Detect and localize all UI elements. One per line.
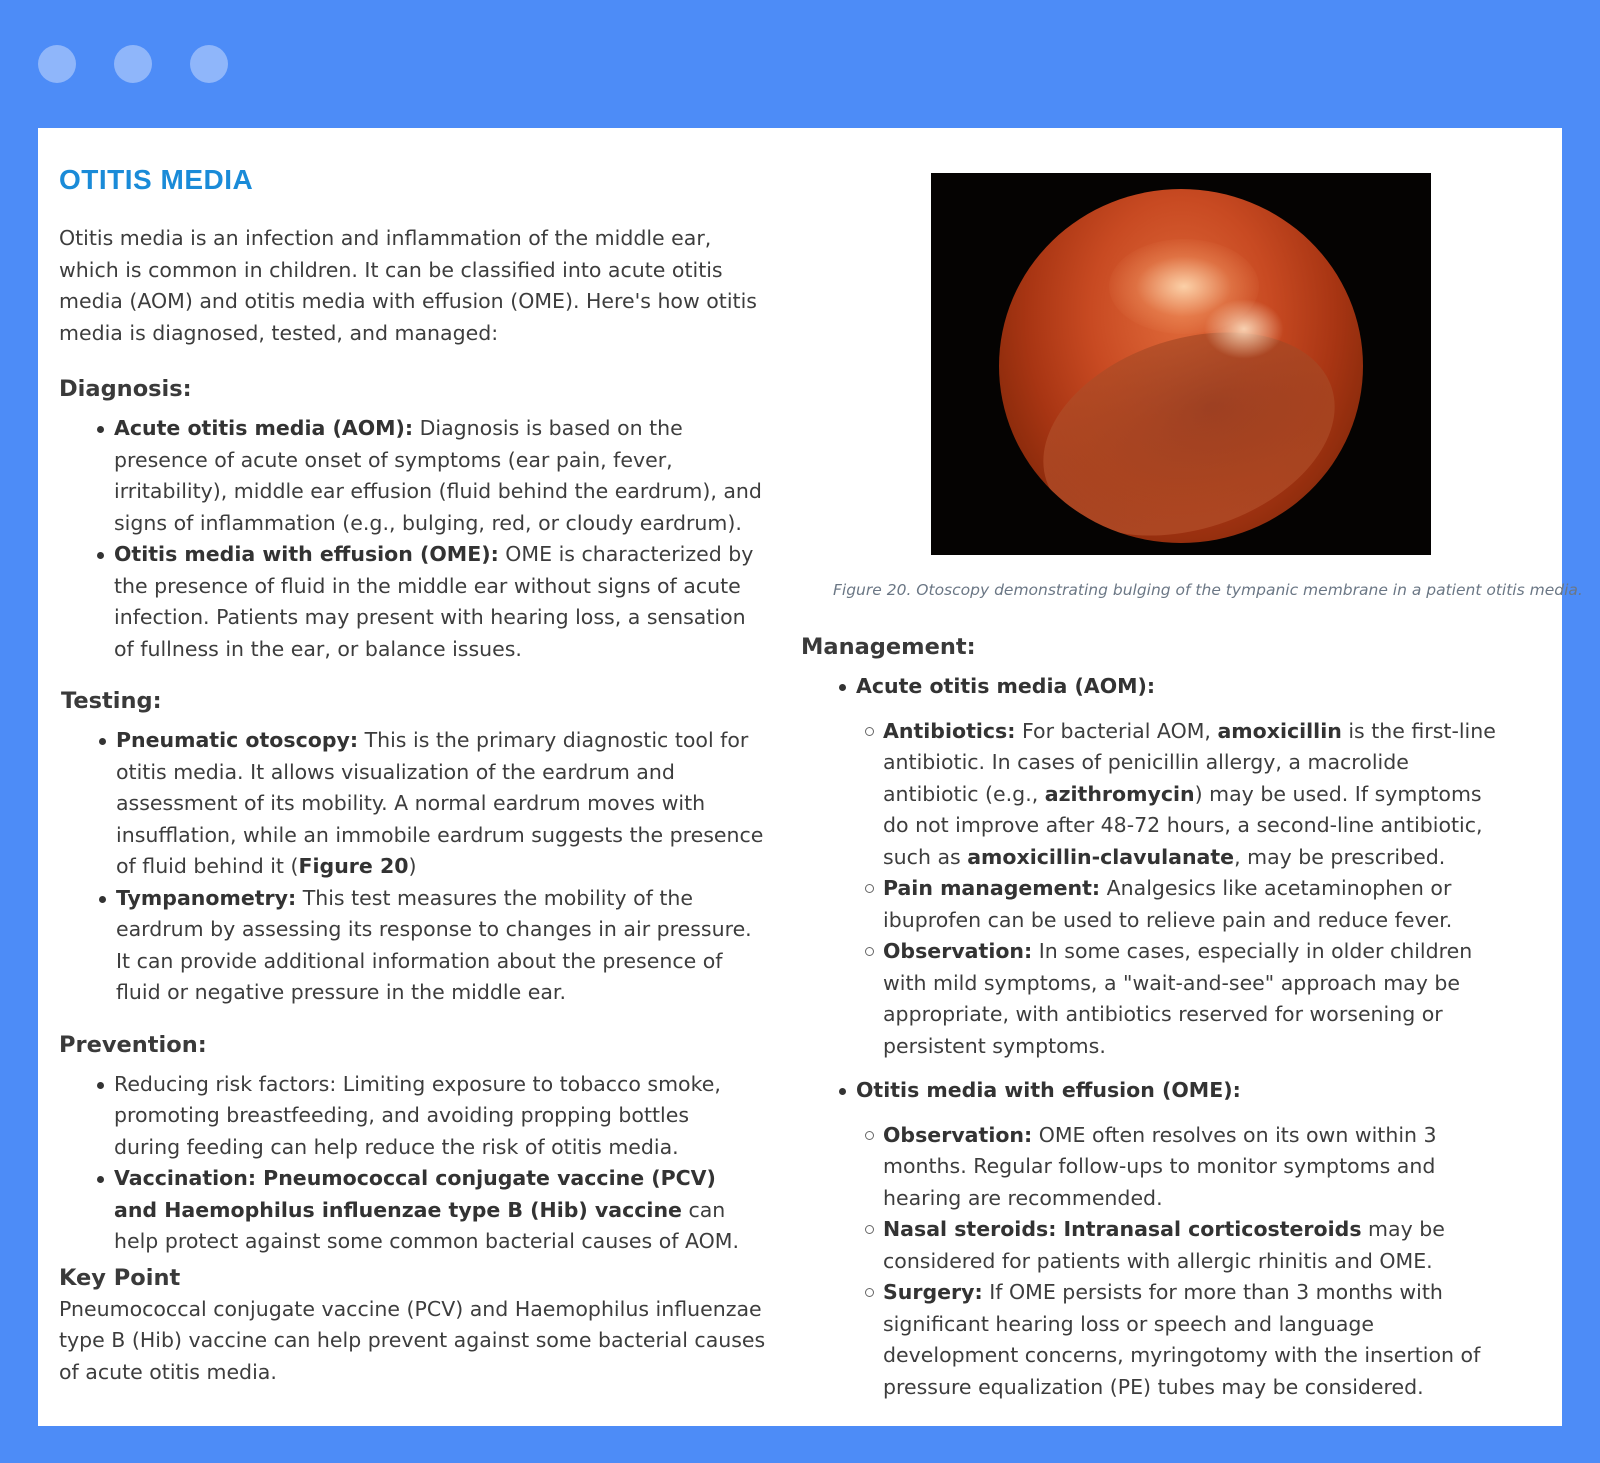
sublist-item [883, 1214, 1501, 1277]
sublist-item [883, 1120, 1501, 1215]
list-item [114, 413, 771, 539]
item-term: Pain management: [883, 876, 1101, 900]
item-text: OME often resolves on its own within 3 months. Regular follow-ups to monitor symptoms and hearing are recommended. [883, 1122, 1437, 1210]
key-point-text: Pneumococcal conjugate vaccine (PCV) and Haemophilus influenzae type B (Hib) vaccine can help prevent against some bacterial causes of acute otitis media. [59, 1296, 766, 1384]
item-text: can help protect against some common bacterial causes of AOM. [114, 1197, 740, 1253]
diagnosis-heading: Diagnosis: [59, 376, 192, 402]
item-text: If OME persists for more than 3 months with significant hearing loss or speech and language development concerns, myringotomy with the insertion of pressure equalization (PE) tubes may be considered. [883, 1280, 1481, 1399]
list-item [856, 1075, 1501, 1403]
item-text: OME is characterized by the presence of fluid in the middle ear without signs of acute infection. Patients may present with hearing loss, a sensation of fullness in the ear, or balance issues. [114, 542, 754, 661]
item-text: , may be prescribed. [1234, 844, 1446, 869]
sublist-item [883, 716, 1501, 874]
management-heading: Management: [801, 634, 976, 660]
item-text: Diagnosis is based on the presence of acute onset of symptoms (ear pain, fever, irritability), middle ear effusion (fluid behind the eardrum), and signs of inflammation (e.g., bulging, red, or cloudy eardrum). [114, 416, 762, 535]
item-term: Antibiotics: [883, 718, 1016, 743]
item-term: Nasal steroids: Intranasal corticosteroids [883, 1217, 1362, 1241]
prevention-heading: Prevention: [59, 1031, 207, 1058]
management-list [801, 671, 1501, 1403]
intro-paragraph: Otitis media is an infection and inflammation of the middle ear, which is common in children. It can be classified into acute otitis media (AOM) and otitis media with effusion (OME). Here's how otitis media is diagnosed, tested, and managed: [59, 226, 757, 345]
diagnosis-list [59, 413, 771, 665]
item-text: may be considered for patients with allergic rhinitis and OME. [883, 1217, 1445, 1273]
item-term: Tympanometry: [116, 885, 297, 910]
window-minimize-button[interactable] [114, 45, 152, 83]
aom-sublist [856, 716, 1501, 1063]
testing-heading: Testing: [61, 688, 162, 714]
window-close-button[interactable] [38, 45, 76, 83]
list-item [116, 725, 771, 883]
item-term: Observation: [883, 939, 1033, 963]
tympanic-membrane-graphic [999, 189, 1363, 543]
page-title: OTITIS MEDIA [59, 164, 254, 195]
sublist-item [883, 936, 1501, 1062]
ome-label: Otitis media with effusion (OME): [856, 1078, 1241, 1102]
document-panel [38, 128, 1583, 1426]
item-text: ) may be used. If symptoms do not improve after 48-72 hours, a second-line antibiotic, such as [883, 781, 1483, 869]
drug-name: azithromycin [1044, 781, 1195, 806]
key-point-heading: Key Point [59, 1264, 181, 1291]
list-item [114, 1069, 749, 1164]
right-column [801, 173, 1583, 1403]
item-term: Pneumatic otoscopy: [116, 728, 359, 752]
left-column [59, 163, 779, 1388]
figure-caption: Figure 20. Otoscopy demonstrating bulging of the tympanic membrane in a patient otitis media. [833, 581, 1583, 599]
item-text: In some cases, especially in older children with mild symptoms, a "wait-and-see" approach may be appropriate, with antibiotics reserved for worsening or persistent symptoms. [883, 939, 1473, 1058]
item-term: Acute otitis media (AOM): [114, 416, 414, 440]
list-item [116, 883, 771, 1009]
window-maximize-button[interactable] [190, 45, 228, 83]
item-term: Otitis media with effusion (OME): [114, 542, 499, 566]
drug-name: amoxicillin-clavulanate [967, 844, 1235, 869]
ome-sublist [856, 1120, 1501, 1404]
otoscopy-image [931, 173, 1431, 555]
item-text: ) [408, 854, 417, 878]
item-text: This is the primary diagnostic tool for otitis media. It allows visualization of the eardrum and assessment of its mobility. A normal eardrum moves with insufflation, while an immobile eardrum suggests the presence of fluid behind it ( [116, 728, 764, 878]
item-term: Observation: [883, 1122, 1033, 1147]
aom-label: Acute otitis media (AOM): [856, 674, 1156, 698]
item-term: Vaccination: Pneumococcal conjugate vaccine (PCV) and Haemophilus influenzae type B (Hib) vaccine [114, 1166, 716, 1222]
item-text: is the first-line antibiotic. In cases of penicillin allergy, a macrolide antibiotic (e.g., [883, 718, 1496, 806]
testing-list [59, 725, 771, 1009]
item-term: Surgery: [883, 1280, 983, 1304]
sublist-item [883, 873, 1501, 936]
list-item [114, 1163, 749, 1258]
figure-reference-link[interactable]: Figure 20 [298, 854, 409, 878]
sublist-item [883, 1277, 1501, 1403]
list-item [114, 539, 771, 665]
prevention-list [59, 1069, 749, 1258]
item-text: Analgesics like acetaminophen or ibuprofen can be used to relieve pain and reduce fever. [883, 876, 1453, 932]
drug-name: amoxicillin [1217, 718, 1342, 743]
item-text: Reducing risk factors: Limiting exposure to tobacco smoke, promoting breastfeeding, and avoiding propping bottles during feeding can help reduce the risk of otitis media. [114, 1071, 721, 1159]
item-text: For bacterial AOM, [1015, 718, 1218, 743]
window-titlebar [0, 0, 1600, 128]
item-text: This test measures the mobility of the eardrum by assessing its response to changes in air pressure. It can provide additional information about the presence of fluid or negative pressure in the middle ear. [116, 885, 752, 1004]
list-item [856, 671, 1501, 1062]
